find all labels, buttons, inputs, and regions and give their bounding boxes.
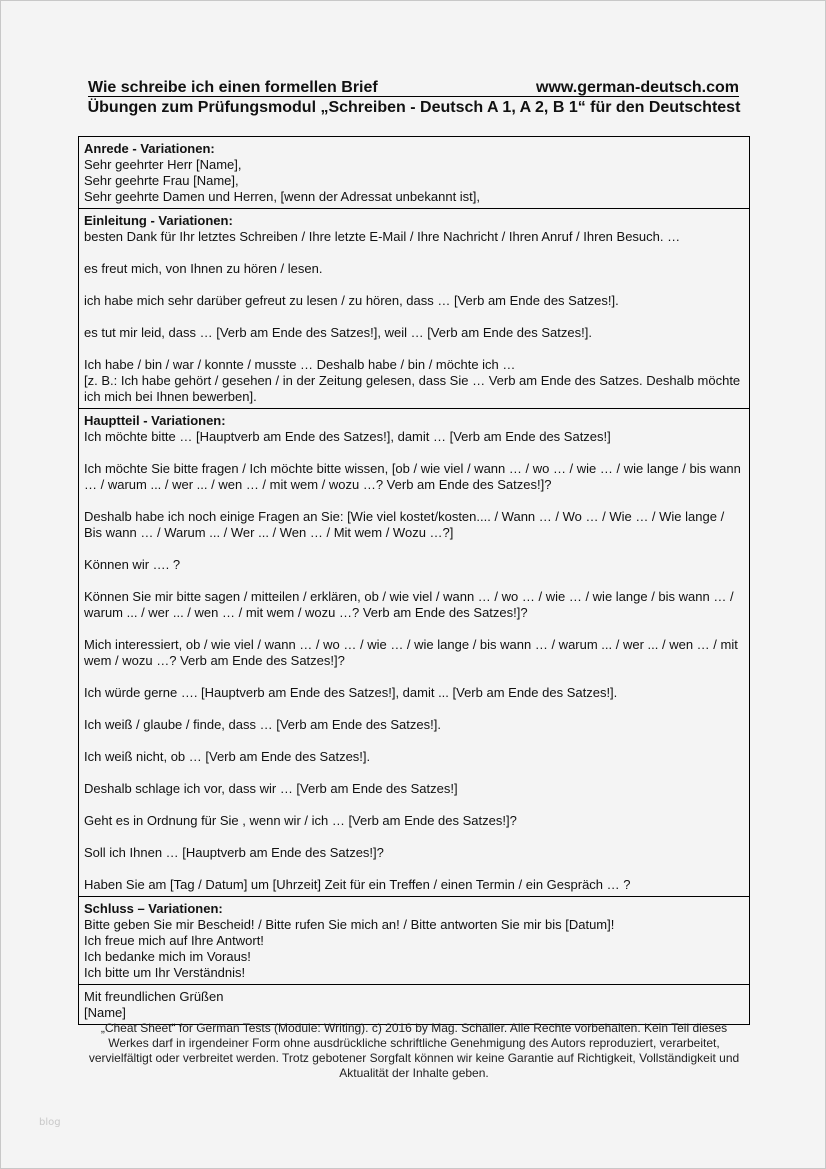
- phrase-line: Ich bedanke mich im Voraus!: [84, 949, 251, 964]
- website-link[interactable]: www.german-deutsch.com: [536, 79, 739, 96]
- phrase-line: es freut mich, von Ihnen zu hören / lesen.: [84, 261, 323, 276]
- phrase-line: Haben Sie am [Tag / Datum] um [Uhrzeit] Zeit für ein Treffen / einen Termin / ein Gespräch … ?: [84, 877, 631, 892]
- phrase-line: Können Sie mir bitte sagen / mitteilen / erklären, ob / wie viel / wann … / wo … / wie … / wie lange / bis wann … / warum ... / wer ... / wen … / mit wem / wozu …? Verb am Ende des Satzes!]?: [84, 589, 734, 620]
- section-gruss: [79, 984, 749, 1024]
- phrase-line: ich habe mich sehr darüber gefreut zu lesen / zu hören, dass … [Verb am Ende des Satzes!].: [84, 293, 619, 308]
- phrase-line: Ich freue mich auf Ihre Antwort!: [84, 933, 264, 948]
- phrase-line: Mich interessiert, ob / wie viel / wann … / wo … / wie … / wie lange / bis wann … / warum ... / wer ... / wen … / mit wem / wozu …? Verb am Ende des Satzes!]?: [84, 637, 738, 668]
- phrase-line: Können wir …. ?: [84, 557, 181, 572]
- phrase-line: Ich weiß / glaube / finde, dass … [Verb am Ende des Satzes!].: [84, 717, 441, 732]
- section-heading: Hauptteil - Variationen:: [84, 413, 226, 428]
- section-heading: Schluss – Variationen:: [84, 901, 223, 916]
- phrase-line: Ich würde gerne …. [Hauptverb am Ende des Satzes!], damit ... [Verb am Ende des Satzes!].: [84, 685, 618, 700]
- phrase-line: Deshalb habe ich noch einige Fragen an Sie: [Wie viel kostet/kosten.... / Wann … / Wo … / Wie … / Wie lange / Bis wann … / Warum ... / Wer ... / Wen … / Mit wem / Wozu …?]: [84, 509, 725, 540]
- phrase-line: besten Dank für Ihr letztes Schreiben / Ihre letzte E-Mail / Ihre Nachricht / Ihren Anruf / Ihren Besuch. …: [84, 229, 681, 244]
- phrase-line: Sehr geehrter Herr [Name],: [84, 157, 242, 172]
- closing-line: Mit freundlichen Grüßen: [84, 989, 224, 1004]
- phrase-line: Ich weiß nicht, ob … [Verb am Ende des Satzes!].: [84, 749, 371, 764]
- copyright-footer: „Cheat Sheet“ for German Tests (Module: Writing). c) 2016 by Mag. Schaller. Alle Rechte vorbehalten. Kein Teil dieses Werkes darf in irgendeiner Form ohne ausdrückliche schriftliche Genehmigung des Autors reproduziert, verarbeitet, vervielfältigt oder verbreitet werden. Trotz gebotener Sorgfalt können wir keine Garantie auf Richtigkeit, Vollständigkeit und Aktualität der Inhalte geben.: [88, 1021, 740, 1080]
- phrase-line: Ich möchte bitte … [Hauptverb am Ende des Satzes!], damit … [Verb am Ende des Satzes!]: [84, 429, 611, 444]
- phrase-line: Sehr geehrte Frau [Name],: [84, 173, 239, 188]
- section-hauptteil: [79, 408, 749, 896]
- document-subtitle: Übungen zum Prüfungsmodul „Schreiben - Deutsch A 1, A 2, B 1“ für den Deutschtest: [87, 99, 741, 116]
- signature-placeholder: [Name]: [84, 1005, 126, 1020]
- phrase-line: es tut mir leid, dass … [Verb am Ende des Satzes!], weil … [Verb am Ende des Satzes!].: [84, 325, 592, 340]
- section-anrede: [79, 137, 749, 208]
- phrase-line: Sehr geehrte Damen und Herren, [wenn der Adressat unbekannt ist],: [84, 189, 481, 204]
- phrase-line: Soll ich Ihnen … [Hauptverb am Ende des Satzes!]?: [84, 845, 384, 860]
- phrase-line: Ich habe / bin / war / konnte / musste … Deshalb habe / bin / möchte ich …: [84, 357, 516, 372]
- section-heading: Anrede - Variationen:: [84, 141, 215, 156]
- section-heading: Einleitung - Variationen:: [84, 213, 233, 228]
- phrase-line: Bitte geben Sie mir Bescheid! / Bitte rufen Sie mich an! / Bitte antworten Sie mir bis [Datum]!: [84, 917, 615, 932]
- section-einleitung: [79, 208, 749, 408]
- document-title-line: [88, 79, 739, 97]
- letter-phrases-table: [78, 136, 750, 1025]
- watermark: blog: [39, 1117, 61, 1128]
- phrase-line: Ich möchte Sie bitte fragen / Ich möchte bitte wissen, [ob / wie viel / wann … / wo … / wie … / wie lange / bis wann … / warum ... / wer ... / wen … / mit wem / wozu …? Verb am Ende des Satzes!]?: [84, 461, 741, 492]
- phrase-line: Geht es in Ordnung für Sie , wenn wir / ich … [Verb am Ende des Satzes!]?: [84, 813, 517, 828]
- phrase-line: Deshalb schlage ich vor, dass wir … [Verb am Ende des Satzes!]: [84, 781, 458, 796]
- section-schluss: [79, 896, 749, 984]
- phrase-line: [z. B.: Ich habe gehört / gesehen / in der Zeitung gelesen, dass Sie … Verb am Ende des Satzes. Deshalb möchte ich mich bei Ihnen bewerben].: [84, 373, 741, 404]
- document-title: Wie schreibe ich einen formellen Brief: [88, 79, 378, 96]
- phrase-line: Ich bitte um Ihr Verständnis!: [84, 965, 246, 980]
